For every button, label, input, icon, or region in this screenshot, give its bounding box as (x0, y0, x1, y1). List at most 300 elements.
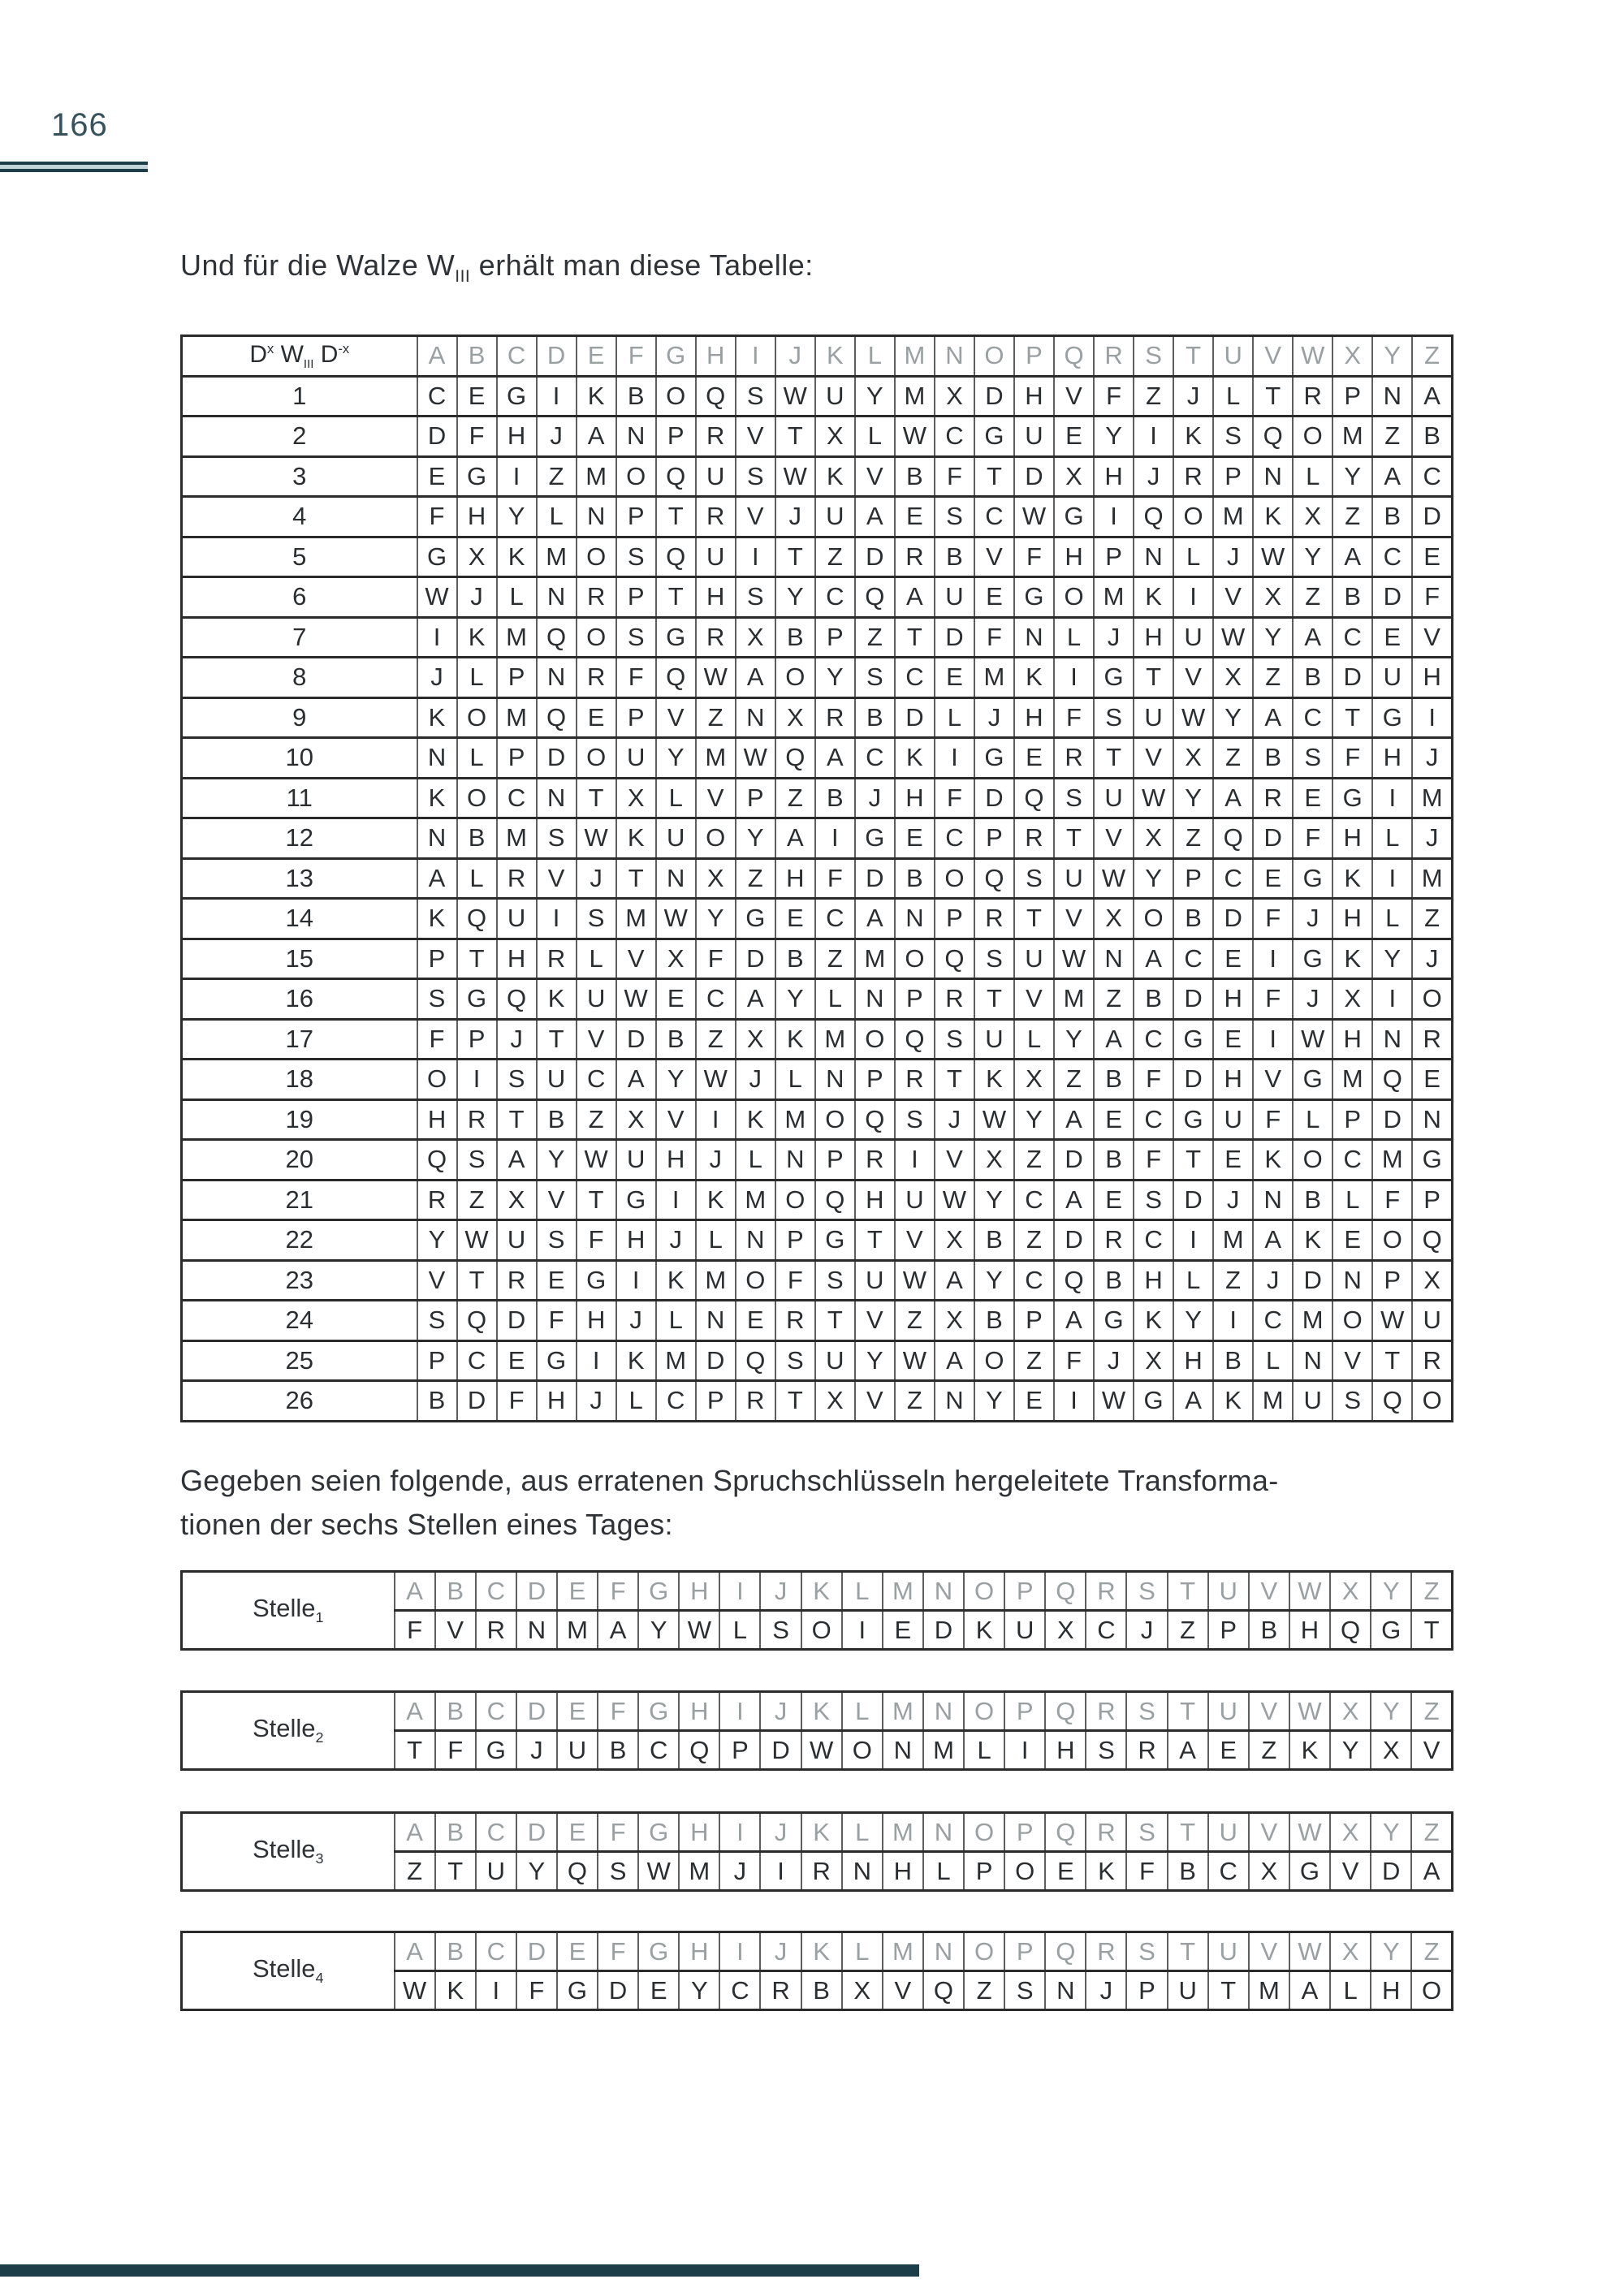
cipher-cell: N (736, 1220, 775, 1261)
alphabet-cell: W (1289, 1813, 1330, 1852)
cipher-cell: M (815, 1019, 855, 1060)
rotor-alphabet-header-row (182, 336, 1453, 377)
rotor-table-row (182, 537, 1453, 577)
cipher-cell: S (895, 1099, 935, 1140)
cipher-cell: I (497, 456, 537, 497)
cipher-cell: U (696, 456, 736, 497)
cipher-cell: C (1208, 1852, 1249, 1891)
cipher-cell: U (497, 1220, 537, 1261)
cipher-cell: D (537, 738, 577, 779)
alphabet-cell: S (1126, 1813, 1167, 1852)
cipher-cell: W (1372, 1301, 1412, 1341)
alphabet-cell: Q (1045, 1572, 1086, 1611)
cipher-cell: C (638, 1731, 679, 1770)
cipher-cell: P (616, 497, 656, 537)
cipher-cell: E (497, 1340, 537, 1381)
cipher-cell: W (775, 456, 815, 497)
cipher-cell: H (1213, 979, 1253, 1020)
cipher-cell: M (1412, 858, 1452, 899)
row-number: 23 (182, 1260, 417, 1301)
cipher-cell: U (895, 1180, 935, 1220)
cipher-cell: R (895, 1060, 935, 1100)
cipher-cell: J (1412, 818, 1452, 859)
cipher-cell: V (1054, 899, 1094, 939)
cipher-cell: J (935, 1099, 974, 1140)
cipher-cell: P (497, 658, 537, 698)
cipher-cell: P (815, 617, 855, 658)
cipher-cell: A (736, 979, 775, 1020)
stelle-block-1 (180, 1570, 1453, 1651)
cipher-cell: U (696, 537, 736, 577)
cipher-cell: O (1004, 1852, 1045, 1891)
cipher-cell: K (1253, 497, 1293, 537)
cipher-cell: S (736, 376, 775, 417)
paragraph (180, 1459, 1561, 1547)
cipher-cell: M (775, 1099, 815, 1140)
cipher-cell: U (1134, 697, 1173, 738)
cipher-cell: V (1412, 617, 1452, 658)
alphabet-cell: Q (1045, 1692, 1086, 1731)
cipher-cell: O (1412, 1381, 1452, 1422)
cipher-cell: X (974, 1140, 1014, 1181)
cipher-cell: H (497, 939, 537, 979)
row-number: 4 (182, 497, 417, 537)
cipher-cell: T (1094, 738, 1134, 779)
cipher-cell: E (457, 376, 497, 417)
row-number: 13 (182, 858, 417, 899)
cipher-cell: R (537, 939, 577, 979)
cipher-cell: B (1168, 1852, 1208, 1891)
cipher-cell: C (1253, 1301, 1293, 1341)
cipher-cell: P (417, 1340, 457, 1381)
alphabet-cell: U (1213, 336, 1253, 377)
cipher-cell: K (815, 456, 855, 497)
cipher-cell: P (736, 778, 775, 818)
cipher-cell: N (775, 1140, 815, 1181)
cipher-cell: E (1213, 1140, 1253, 1181)
cipher-cell: N (1332, 1260, 1372, 1301)
cipher-cell: Q (457, 899, 497, 939)
cipher-cell: S (1086, 1731, 1126, 1770)
cipher-cell: S (1293, 738, 1332, 779)
alphabet-cell: M (883, 1692, 923, 1731)
cipher-cell: F (1014, 537, 1054, 577)
cipher-cell: R (895, 537, 935, 577)
cipher-cell: Z (775, 778, 815, 818)
cipher-cell: N (736, 697, 775, 738)
cipher-cell: G (1289, 1852, 1330, 1891)
cipher-cell: N (616, 417, 656, 457)
cipher-cell: R (417, 1180, 457, 1220)
alphabet-cell: X (1330, 1692, 1371, 1731)
cipher-cell: M (1249, 1971, 1289, 2010)
cipher-cell: C (1134, 1099, 1173, 1140)
cipher-cell: L (457, 658, 497, 698)
cipher-cell: K (457, 617, 497, 658)
cipher-cell: P (895, 979, 935, 1020)
header-rule-bottom-line (0, 169, 148, 172)
cipher-cell: W (577, 1140, 616, 1181)
cipher-cell: T (1054, 818, 1094, 859)
cipher-cell: N (1134, 537, 1173, 577)
cipher-cell: J (1253, 1260, 1293, 1301)
cipher-cell: K (736, 1099, 775, 1140)
rotor-table-row (182, 1381, 1453, 1422)
cipher-cell: W (696, 1060, 736, 1100)
cipher-cell: G (457, 979, 497, 1020)
cipher-cell: U (1014, 417, 1054, 457)
alphabet-cell: Y (1371, 1932, 1411, 1971)
cipher-cell: K (1253, 1140, 1293, 1181)
alphabet-cell: A (395, 1572, 435, 1611)
stelle-label: Stelle$_2$ (182, 1692, 395, 1770)
cipher-cell: A (736, 658, 775, 698)
cipher-cell: H (1213, 1060, 1253, 1100)
alphabet-cell: B (435, 1813, 476, 1852)
alphabet-cell: K (815, 336, 855, 377)
alphabet-cell: C (476, 1932, 516, 1971)
cipher-cell: I (736, 537, 775, 577)
cipher-cell: R (497, 1260, 537, 1301)
alphabet-cell: S (1126, 1692, 1167, 1731)
alphabet-cell: Q (1045, 1813, 1086, 1852)
cipher-cell: K (1014, 658, 1054, 698)
alphabet-cell: T (1173, 336, 1213, 377)
cipher-cell: M (1054, 979, 1094, 1020)
cipher-cell: A (497, 1140, 537, 1181)
cipher-cell: T (616, 858, 656, 899)
cipher-cell: L (1054, 617, 1094, 658)
cipher-cell: J (417, 658, 457, 698)
cipher-cell: A (1289, 1971, 1330, 2010)
cipher-cell: N (516, 1611, 557, 1650)
alphabet-cell: I (719, 1813, 760, 1852)
cipher-cell: T (435, 1852, 476, 1891)
cipher-cell: S (616, 537, 656, 577)
cipher-cell: R (1126, 1731, 1167, 1770)
row-number: 22 (182, 1220, 417, 1261)
cipher-cell: Q (736, 1340, 775, 1381)
cipher-cell: H (1134, 617, 1173, 658)
cipher-cell: U (935, 577, 974, 618)
cipher-cell: F (1293, 818, 1332, 859)
row-number: 19 (182, 1099, 417, 1140)
cipher-cell: B (1094, 1260, 1134, 1301)
cipher-cell: K (616, 818, 656, 859)
cipher-cell: G (476, 1731, 516, 1770)
rotor-table-row (182, 858, 1453, 899)
cipher-cell: T (1014, 899, 1054, 939)
cipher-cell: K (417, 697, 457, 738)
alphabet-cell: N (923, 1692, 964, 1731)
cipher-cell: M (1213, 1220, 1253, 1261)
cipher-cell: Q (895, 1019, 935, 1060)
cipher-cell: U (1168, 1971, 1208, 2010)
cipher-cell: Q (815, 1180, 855, 1220)
cipher-cell: A (1293, 617, 1332, 658)
row-number: 10 (182, 738, 417, 779)
cipher-cell: Z (537, 456, 577, 497)
cipher-cell: G (1094, 1301, 1134, 1341)
cipher-cell: W (775, 376, 815, 417)
cipher-cell: F (537, 1301, 577, 1341)
cipher-cell: R (1412, 1019, 1452, 1060)
stelle-label: Stelle$_4$ (182, 1932, 395, 2010)
cipher-cell: S (775, 1340, 815, 1381)
cipher-cell: X (842, 1971, 883, 2010)
row-number: 1 (182, 376, 417, 417)
alphabet-cell: P (1004, 1572, 1045, 1611)
cipher-cell: E (1014, 738, 1054, 779)
cipher-cell: J (1086, 1971, 1126, 2010)
cipher-cell: A (1094, 1019, 1134, 1060)
cipher-cell: Z (815, 537, 855, 577)
cipher-cell: S (457, 1140, 497, 1181)
cipher-cell: X (497, 1180, 537, 1220)
cipher-cell: H (855, 1180, 895, 1220)
cipher-cell: S (497, 1060, 537, 1100)
cipher-cell: F (1253, 979, 1293, 1020)
cipher-cell: U (974, 1019, 1014, 1060)
cipher-cell: T (457, 939, 497, 979)
cipher-cell: I (616, 1260, 656, 1301)
cipher-cell: C (696, 979, 736, 1020)
cipher-cell: G (1412, 1140, 1452, 1181)
cipher-cell: J (1173, 376, 1213, 417)
alphabet-cell: A (395, 1692, 435, 1731)
cipher-cell: S (1134, 1180, 1173, 1220)
cipher-cell: Z (1054, 1060, 1094, 1100)
cipher-cell: Z (1014, 1220, 1054, 1261)
cipher-cell: Q (656, 456, 696, 497)
alphabet-cell: F (598, 1932, 638, 1971)
header-rule (0, 162, 148, 172)
cipher-cell: N (1045, 1971, 1086, 2010)
cipher-cell: I (1004, 1731, 1045, 1770)
rotor-table-row (182, 697, 1453, 738)
cipher-cell: D (616, 1019, 656, 1060)
cipher-cell: W (417, 577, 457, 618)
cipher-cell: V (736, 497, 775, 537)
cipher-cell: Q (1134, 497, 1173, 537)
alphabet-cell: Z (1411, 1692, 1452, 1731)
cipher-cell: O (1293, 1140, 1332, 1181)
cipher-cell: O (457, 697, 497, 738)
cipher-cell: G (537, 1340, 577, 1381)
cipher-cell: G (1371, 1611, 1411, 1650)
cipher-cell: X (736, 617, 775, 658)
cipher-cell: B (457, 818, 497, 859)
cipher-cell: N (1293, 1340, 1332, 1381)
cipher-cell: P (1372, 1260, 1412, 1301)
alphabet-cell: F (598, 1572, 638, 1611)
cipher-cell: E (974, 577, 1014, 618)
cipher-cell: G (457, 456, 497, 497)
cipher-cell: H (1014, 376, 1054, 417)
rotor-table-row (182, 1060, 1453, 1100)
cipher-cell: E (1412, 1060, 1452, 1100)
alphabet-cell: R (1094, 336, 1134, 377)
cipher-cell: U (616, 1140, 656, 1181)
cipher-cell: C (1213, 858, 1253, 899)
cipher-cell: O (696, 818, 736, 859)
cipher-cell: D (855, 537, 895, 577)
cipher-cell: L (1293, 1099, 1332, 1140)
cipher-cell: E (1213, 1019, 1253, 1060)
cipher-cell: V (616, 939, 656, 979)
cipher-cell: A (855, 497, 895, 537)
cipher-cell: F (417, 1019, 457, 1060)
cipher-cell: Q (557, 1852, 598, 1891)
cipher-cell: H (1332, 899, 1372, 939)
cipher-cell: T (775, 537, 815, 577)
cipher-cell: S (1332, 1381, 1372, 1422)
stelle-block-2 (180, 1690, 1453, 1771)
cipher-cell: B (1253, 738, 1293, 779)
cipher-cell: E (656, 979, 696, 1020)
alphabet-cell: V (1249, 1932, 1289, 1971)
cipher-cell: R (696, 497, 736, 537)
row-number: 8 (182, 658, 417, 698)
cipher-cell: D (855, 858, 895, 899)
cipher-cell: D (760, 1731, 801, 1770)
cipher-cell: M (656, 1340, 696, 1381)
row-number: 17 (182, 1019, 417, 1060)
alphabet-cell: O (964, 1692, 1004, 1731)
cipher-cell: R (935, 979, 974, 1020)
cipher-cell: V (883, 1971, 923, 2010)
cipher-cell: B (1213, 1340, 1253, 1381)
cipher-cell: F (435, 1731, 476, 1770)
cipher-cell: W (895, 1340, 935, 1381)
rotor-table-row (182, 417, 1453, 457)
row-number: 26 (182, 1381, 417, 1422)
cipher-cell: Y (974, 1381, 1014, 1422)
cipher-cell: U (1094, 778, 1134, 818)
cipher-cell: T (1134, 658, 1173, 698)
cipher-cell: U (1412, 1301, 1452, 1341)
title-prefix: Und für die Walze W (180, 248, 456, 282)
cipher-cell: H (1054, 537, 1094, 577)
alphabet-cell: V (1253, 336, 1293, 377)
cipher-cell: W (1094, 858, 1134, 899)
cipher-cell: T (974, 456, 1014, 497)
row-number: 20 (182, 1140, 417, 1181)
cipher-cell: V (696, 778, 736, 818)
cipher-cell: L (1372, 899, 1412, 939)
row-number: 6 (182, 577, 417, 618)
cipher-cell: I (1173, 1220, 1213, 1261)
alphabet-cell: M (895, 336, 935, 377)
cipher-cell: E (1208, 1731, 1249, 1770)
cipher-cell: B (656, 1019, 696, 1060)
cipher-cell: J (1094, 1340, 1134, 1381)
alphabet-cell: Y (1371, 1813, 1411, 1852)
cipher-cell: Q (1372, 1060, 1412, 1100)
alphabet-cell: A (395, 1813, 435, 1852)
cipher-cell: E (1332, 1220, 1372, 1261)
cipher-cell: C (1372, 537, 1412, 577)
cipher-cell: L (1332, 1180, 1372, 1220)
cipher-cell: Y (656, 738, 696, 779)
cipher-cell: P (1126, 1971, 1167, 2010)
alphabet-cell: C (497, 336, 537, 377)
cipher-cell: D (1293, 1260, 1332, 1301)
alphabet-cell: D (516, 1932, 557, 1971)
rotor-table-row (182, 1099, 1453, 1140)
cipher-cell: B (1249, 1611, 1289, 1650)
alphabet-cell: K (801, 1813, 842, 1852)
cipher-cell: T (775, 1381, 815, 1422)
alphabet-cell: O (964, 1813, 1004, 1852)
cipher-cell: R (775, 1301, 815, 1341)
cipher-cell: S (537, 818, 577, 859)
cipher-cell: N (1412, 1099, 1452, 1140)
cipher-cell: J (775, 497, 815, 537)
cipher-cell: V (1173, 658, 1213, 698)
rotor-table-row (182, 899, 1453, 939)
cipher-cell: Z (736, 858, 775, 899)
cipher-cell: V (1332, 1340, 1372, 1381)
cipher-cell: N (1253, 456, 1293, 497)
cipher-cell: B (598, 1731, 638, 1770)
cipher-cell: Z (1293, 577, 1332, 618)
cipher-cell: H (696, 577, 736, 618)
cipher-cell: P (417, 939, 457, 979)
row-number: 7 (182, 617, 417, 658)
cipher-cell: Z (395, 1852, 435, 1891)
cipher-cell: D (1173, 1180, 1213, 1220)
cipher-cell: A (775, 818, 815, 859)
stelle-alphabet-row (182, 1932, 1453, 1971)
cipher-cell: Y (656, 1060, 696, 1100)
cipher-cell: M (696, 1260, 736, 1301)
title-rotor-subscript: III (455, 267, 471, 287)
cipher-cell: O (577, 617, 616, 658)
cipher-cell: D (1412, 497, 1452, 537)
cipher-cell: F (1094, 376, 1134, 417)
cipher-cell: V (855, 1381, 895, 1422)
cipher-cell: Y (417, 1220, 457, 1261)
alphabet-cell: M (883, 1813, 923, 1852)
cipher-cell: J (974, 697, 1014, 738)
cipher-cell: J (656, 1220, 696, 1261)
cipher-cell: O (855, 1019, 895, 1060)
cipher-cell: E (537, 1260, 577, 1301)
cipher-cell: H (1173, 1340, 1213, 1381)
cipher-cell: D (1371, 1852, 1411, 1891)
cipher-cell: J (719, 1852, 760, 1891)
cipher-cell: M (1253, 1381, 1293, 1422)
rotor-table-row (182, 1220, 1453, 1261)
cipher-cell: F (775, 1260, 815, 1301)
cipher-cell: G (656, 617, 696, 658)
cipher-cell: M (679, 1852, 719, 1891)
alphabet-cell: J (760, 1692, 801, 1731)
cipher-cell: K (895, 738, 935, 779)
cipher-cell: I (1412, 697, 1452, 738)
cipher-cell: R (1253, 778, 1293, 818)
rotor-table-row (182, 778, 1453, 818)
cipher-cell: V (736, 417, 775, 457)
cipher-cell: M (577, 456, 616, 497)
cipher-cell: L (656, 1301, 696, 1341)
alphabet-cell: B (435, 1932, 476, 1971)
cipher-cell: L (935, 697, 974, 738)
cipher-cell: C (417, 376, 457, 417)
cipher-cell: A (1253, 697, 1293, 738)
rotor-table-row (182, 1180, 1453, 1220)
